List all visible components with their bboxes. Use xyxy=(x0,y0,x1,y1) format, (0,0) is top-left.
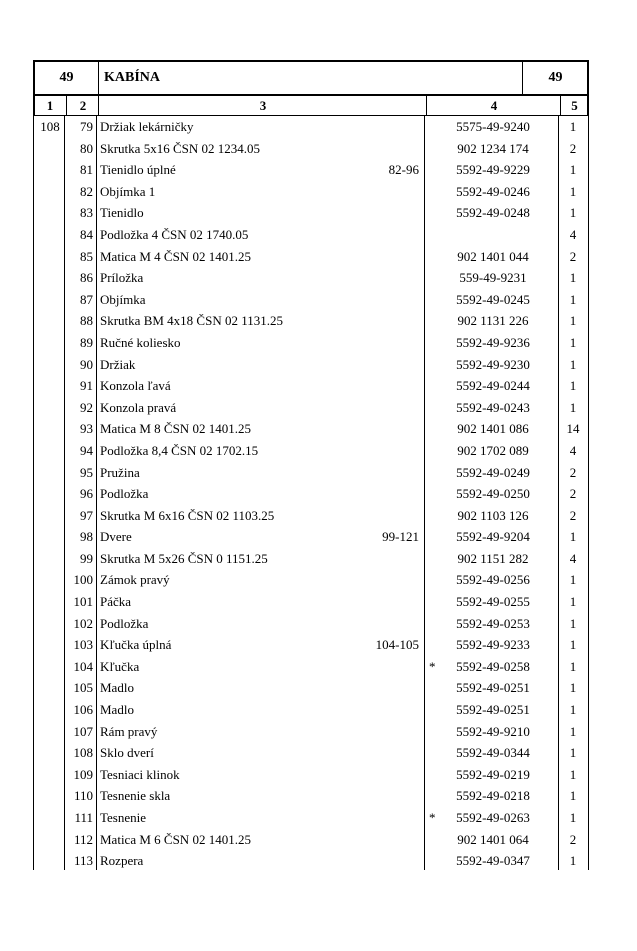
table-row xyxy=(34,310,588,332)
position-number: 102 xyxy=(73,615,93,631)
table-row xyxy=(34,764,588,786)
quantity: 2 xyxy=(569,140,577,156)
position-number: 92 xyxy=(80,399,93,415)
quantity: 1 xyxy=(569,270,577,286)
table-row xyxy=(34,397,588,419)
part-name: Ručné koliesko xyxy=(100,334,181,350)
position-number: 90 xyxy=(80,356,93,372)
quantity: 1 xyxy=(569,291,577,307)
part-code: 902 1702 089 xyxy=(457,442,529,458)
asterisk-mark: * xyxy=(429,810,436,825)
part-code: 5592-49-0219 xyxy=(456,766,530,782)
part-code: 559-49-9231 xyxy=(459,270,527,286)
part-code: 5592-49-0253 xyxy=(456,615,530,631)
part-code: 902 1401 064 xyxy=(457,831,529,847)
table-row xyxy=(34,138,588,160)
table-row xyxy=(34,721,588,743)
part-name: Tesnenie skla xyxy=(100,788,171,804)
quantity: 1 xyxy=(569,680,577,696)
column-number-5: 5 xyxy=(560,96,588,115)
position-number: 79 xyxy=(80,119,93,134)
table-row xyxy=(34,462,588,484)
part-code: 5575-49-9240 xyxy=(456,119,530,134)
part-name: Držiak lekárničky xyxy=(100,119,194,134)
part-code: 5592-49-9204 xyxy=(456,529,530,545)
position-number: 103 xyxy=(73,637,93,653)
part-code: 5592-49-0250 xyxy=(456,486,530,502)
table-row xyxy=(34,613,588,635)
table-row xyxy=(34,181,588,203)
position-number: 111 xyxy=(74,810,93,825)
position-number: 106 xyxy=(73,702,93,718)
part-code: 5592-49-0347 xyxy=(456,853,530,869)
part-name: Príložka xyxy=(100,270,144,286)
part-name: Skrutka BM 4x18 ČSN 02 1131.25 xyxy=(100,313,283,329)
column-number-1: 1 xyxy=(46,97,54,113)
part-name: Tienidlo úplné xyxy=(100,162,176,178)
position-number: 96 xyxy=(80,486,93,502)
quantity: 1 xyxy=(569,766,577,782)
table-row xyxy=(34,634,588,656)
quantity: 2 xyxy=(569,486,577,502)
position-range: 99-121 xyxy=(382,529,419,545)
position-number: 107 xyxy=(73,723,93,739)
quantity: 1 xyxy=(569,637,577,653)
table-row xyxy=(34,526,588,548)
part-code: 5592-49-0244 xyxy=(456,378,530,394)
table-row xyxy=(34,677,588,699)
part-name: Držiak xyxy=(100,356,136,372)
position-number: 113 xyxy=(73,853,93,869)
quantity: 1 xyxy=(569,745,577,761)
position-number: 87 xyxy=(80,291,93,307)
part-code: 5592-49-0243 xyxy=(456,399,530,415)
position-number: 98 xyxy=(80,529,93,545)
table-row xyxy=(34,267,588,289)
quantity: 1 xyxy=(569,853,577,869)
table-row xyxy=(34,246,588,268)
quantity: 2 xyxy=(569,507,577,523)
part-name: Zámok pravý xyxy=(100,572,170,588)
table-row xyxy=(34,202,588,224)
quantity: 2 xyxy=(569,464,577,480)
part-code: 5592-49-9229 xyxy=(456,162,530,178)
quantity: 1 xyxy=(569,594,577,610)
table-row xyxy=(34,332,588,354)
position-number: 101 xyxy=(73,594,93,610)
part-code: 5592-49-0251 xyxy=(456,680,530,696)
table-row xyxy=(34,483,588,505)
quantity: 1 xyxy=(569,788,577,804)
part-code: 5592-49-0248 xyxy=(456,205,530,221)
quantity: 4 xyxy=(569,442,577,458)
part-code: 5592-49-0258 xyxy=(456,658,530,674)
part-code: 5592-49-0344 xyxy=(456,745,530,761)
quantity: 2 xyxy=(569,831,577,847)
part-code: 902 1234 174 xyxy=(457,140,529,156)
quantity: 1 xyxy=(569,334,577,350)
header-title: KABÍNA xyxy=(104,70,161,85)
position-number: 83 xyxy=(80,205,93,221)
quantity: 1 xyxy=(569,658,577,674)
table-row xyxy=(34,850,588,872)
table-row xyxy=(34,742,588,764)
table-row xyxy=(34,440,588,462)
quantity: 1 xyxy=(569,119,577,134)
asterisk-mark: * xyxy=(429,658,436,674)
part-name: Pružina xyxy=(100,464,140,480)
part-name: Tienidlo xyxy=(100,205,144,221)
table-row xyxy=(34,418,588,440)
table-row xyxy=(34,375,588,397)
position-number: 86 xyxy=(80,270,93,286)
position-number: 97 xyxy=(80,507,93,523)
table-row xyxy=(34,548,588,570)
table-row xyxy=(34,699,588,721)
table-header xyxy=(33,60,589,96)
quantity: 1 xyxy=(569,313,577,329)
table-row xyxy=(34,656,588,678)
table-body xyxy=(33,116,589,870)
table-row xyxy=(34,569,588,591)
quantity: 1 xyxy=(569,529,577,545)
part-code: 5592-49-0251 xyxy=(456,702,530,718)
table-row xyxy=(34,116,588,138)
part-name: Podložka xyxy=(100,615,149,631)
quantity: 1 xyxy=(569,205,577,221)
quantity: 1 xyxy=(569,378,577,394)
table-row xyxy=(34,159,588,181)
column-number-row xyxy=(33,96,589,116)
part-name: Madlo xyxy=(100,680,134,696)
part-code: 902 1401 086 xyxy=(457,421,529,437)
position-number: 89 xyxy=(80,334,93,350)
part-name: Podložka 4 ČSN 02 1740.05 xyxy=(100,226,249,242)
part-name: Skrutka M 5x26 ČSN 0 1151.25 xyxy=(100,550,268,566)
part-code: 5592-49-0263 xyxy=(456,810,530,825)
quantity: 1 xyxy=(569,702,577,718)
table-row xyxy=(34,807,588,829)
part-code: 5592-49-0245 xyxy=(456,291,530,307)
part-name: Skrutka 5x16 ČSN 02 1234.05 xyxy=(100,140,260,156)
position-number: 109 xyxy=(73,766,93,782)
part-code: 5592-49-0256 xyxy=(456,572,530,588)
part-name: Podložka 8,4 ČSN 02 1702.15 xyxy=(100,442,259,458)
part-code: 5592-49-9233 xyxy=(456,637,530,653)
position-number: 91 xyxy=(80,378,93,394)
position-number: 94 xyxy=(80,442,93,458)
position-number: 85 xyxy=(80,248,93,264)
part-name: Tesniaci klinok xyxy=(100,766,180,782)
position-number: 110 xyxy=(73,788,93,804)
part-name: Kľučka úplná xyxy=(100,637,172,653)
part-name: Matica M 8 ČSN 02 1401.25 xyxy=(100,421,251,437)
part-name: Kľučka xyxy=(100,658,140,674)
part-code: 5592-49-9210 xyxy=(456,723,530,739)
table-row xyxy=(34,289,588,311)
quantity: 4 xyxy=(569,226,577,242)
part-code: 902 1401 044 xyxy=(457,248,529,264)
part-name: Rám pravý xyxy=(100,723,158,739)
part-code: 5592-49-0246 xyxy=(456,183,530,199)
part-name: Konzola ľavá xyxy=(100,378,171,394)
position-range: 82-96 xyxy=(388,162,419,178)
parts-table xyxy=(33,60,589,870)
position-number: 99 xyxy=(80,550,93,566)
quantity: 2 xyxy=(569,248,577,264)
part-code: 5592-49-0218 xyxy=(456,788,530,804)
position-number: 108 xyxy=(73,745,93,761)
part-name: Podložka xyxy=(100,486,149,502)
part-name: Tesnenie xyxy=(100,810,147,825)
column-number-4: 4 xyxy=(426,96,561,115)
part-name: Objímka xyxy=(100,291,146,307)
part-code: 902 1131 226 xyxy=(457,313,529,329)
table-row xyxy=(34,829,588,851)
position-number: 93 xyxy=(80,421,93,437)
header-left-number: 49 xyxy=(35,62,99,94)
position-number: 95 xyxy=(80,464,93,480)
position-number: 105 xyxy=(73,680,93,696)
part-code: 5592-49-0249 xyxy=(456,464,530,480)
position-number: 100 xyxy=(73,572,93,588)
position-number: 82 xyxy=(80,183,93,199)
table-row xyxy=(34,591,588,613)
part-code: 5592-49-0255 xyxy=(456,594,530,610)
header-right-number: 49 xyxy=(522,62,588,94)
quantity: 1 xyxy=(569,183,577,199)
part-code: 902 1151 282 xyxy=(457,550,529,566)
table-row xyxy=(34,785,588,807)
quantity: 1 xyxy=(569,356,577,372)
position-number: 104 xyxy=(73,658,93,674)
part-name: Objímka 1 xyxy=(100,183,156,199)
part-name: Dvere xyxy=(100,529,132,545)
quantity: 1 xyxy=(569,810,577,825)
quantity: 14 xyxy=(566,421,580,437)
part-name: Skrutka M 6x16 ČSN 02 1103.25 xyxy=(100,507,275,523)
quantity: 4 xyxy=(569,550,577,566)
table-row xyxy=(34,354,588,376)
column-number-3: 3 xyxy=(98,96,427,115)
part-name: Matica M 6 ČSN 02 1401.25 xyxy=(100,831,251,847)
part-code: 5592-49-9236 xyxy=(456,334,530,350)
quantity: 1 xyxy=(569,615,577,631)
part-name: Páčka xyxy=(100,594,132,610)
part-name: Madlo xyxy=(100,702,134,718)
part-name: Matica M 4 ČSN 02 1401.25 xyxy=(100,248,251,264)
position-number: 88 xyxy=(80,313,93,329)
table-row xyxy=(34,505,588,527)
part-code: 5592-49-9230 xyxy=(456,356,530,372)
part-name: Rozpera xyxy=(100,853,144,869)
position-number: 80 xyxy=(80,140,93,156)
quantity: 1 xyxy=(569,723,577,739)
part-name: Sklo dverí xyxy=(100,745,154,761)
quantity: 1 xyxy=(569,162,577,178)
position-number: 81 xyxy=(80,162,93,178)
part-code: 902 1103 126 xyxy=(457,507,529,523)
group-number: 108 xyxy=(40,119,60,134)
part-name: Konzola pravá xyxy=(100,399,177,415)
position-number: 84 xyxy=(80,226,93,242)
quantity: 1 xyxy=(569,572,577,588)
table-row xyxy=(34,224,588,246)
column-number-2: 2 xyxy=(66,96,99,115)
quantity: 1 xyxy=(569,399,577,415)
position-number: 112 xyxy=(73,831,93,847)
position-range: 104-105 xyxy=(375,637,419,653)
